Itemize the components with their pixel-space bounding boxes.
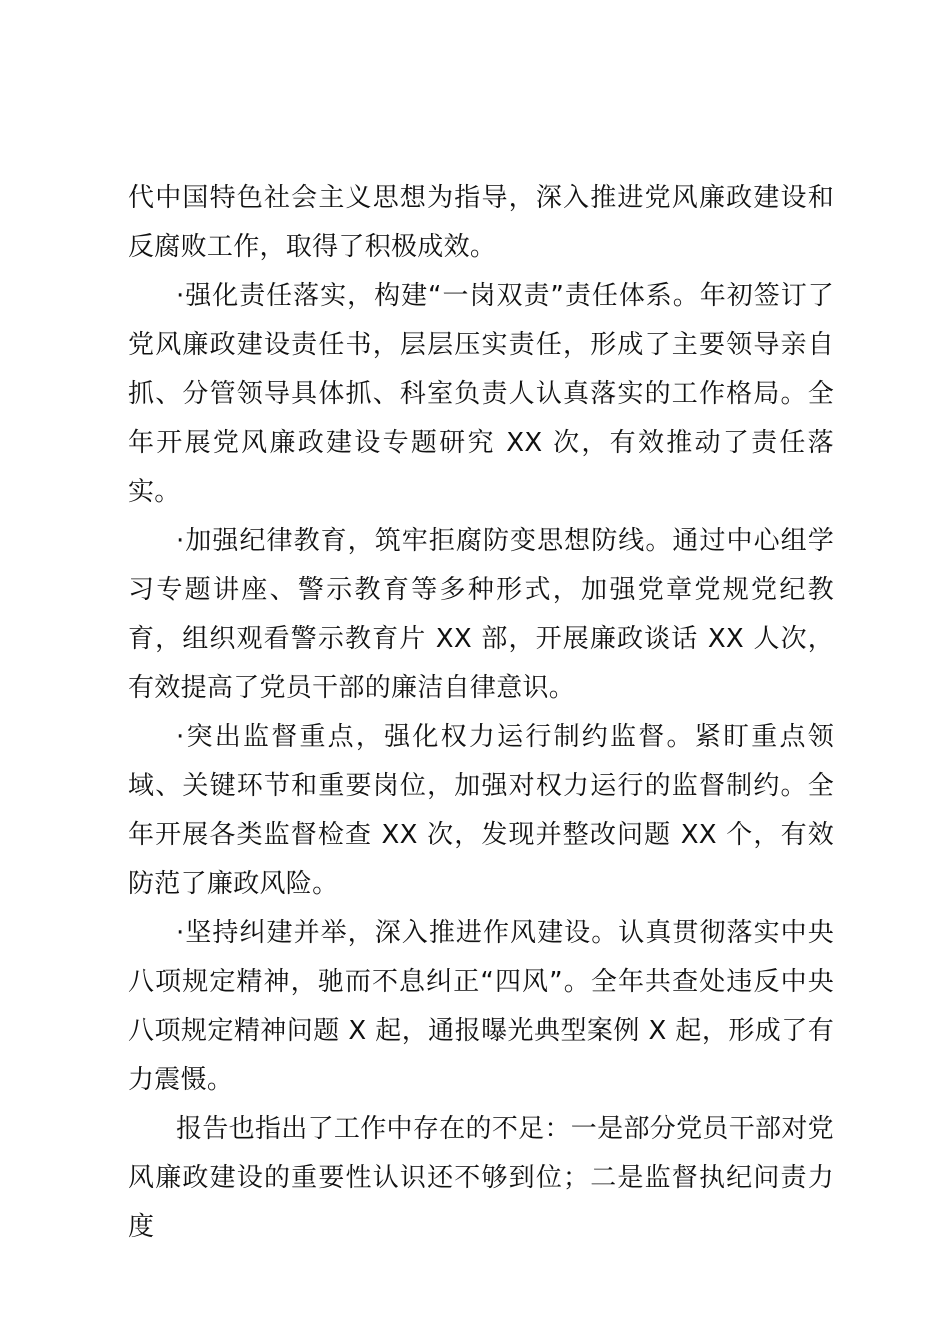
paragraph-supervision: ·突出监督重点，强化权力运行制约监督。紧盯重点领域、关键环节和重要岗位，加强对权力运行的监督制约。全年开展各类监督检查 XX 次，发现并整改问题 XX 个，有效防范了廉政风险。: [128, 722, 834, 899]
paragraph-shortcomings: 报告也指出了工作中存在的不足：一是部分党员干部对党风廉政建设的重要性认识还不够到位；二是监督执纪问责力度: [128, 1114, 834, 1242]
paragraph-responsibility: ·强化责任落实，构建“一岗双责”责任体系。年初签订了党风廉政建设责任书，层层压实责任，形成了主要领导亲自抓、分管领导具体抓、科室负责人认真落实的工作格局。全年开展党风廉政建设专题研究 XX 次，有效推动了责任落实。: [128, 281, 834, 507]
paragraph-discipline-education: ·加强纪律教育，筑牢拒腐防变思想防线。通过中心组学习专题讲座、警示教育等多种形式，加强党章党规党纪教育，组织观看警示教育片 XX 部，开展廉政谈话 XX 人次，有效提高了党员干部的廉洁自律意识。: [128, 526, 834, 703]
document-body: [128, 174, 834, 1252]
paragraph-continuation: 代中国特色社会主义思想为指导，深入推进党风廉政建设和反腐败工作，取得了积极成效。: [128, 183, 834, 262]
paragraph-work-style: ·坚持纠建并举，深入推进作风建设。认真贯彻落实中央八项规定精神，驰而不息纠正“四风”。全年共查处违反中央八项规定精神问题 X 起，通报曝光典型案例 X 起，形成了有力震慑。: [128, 918, 834, 1095]
